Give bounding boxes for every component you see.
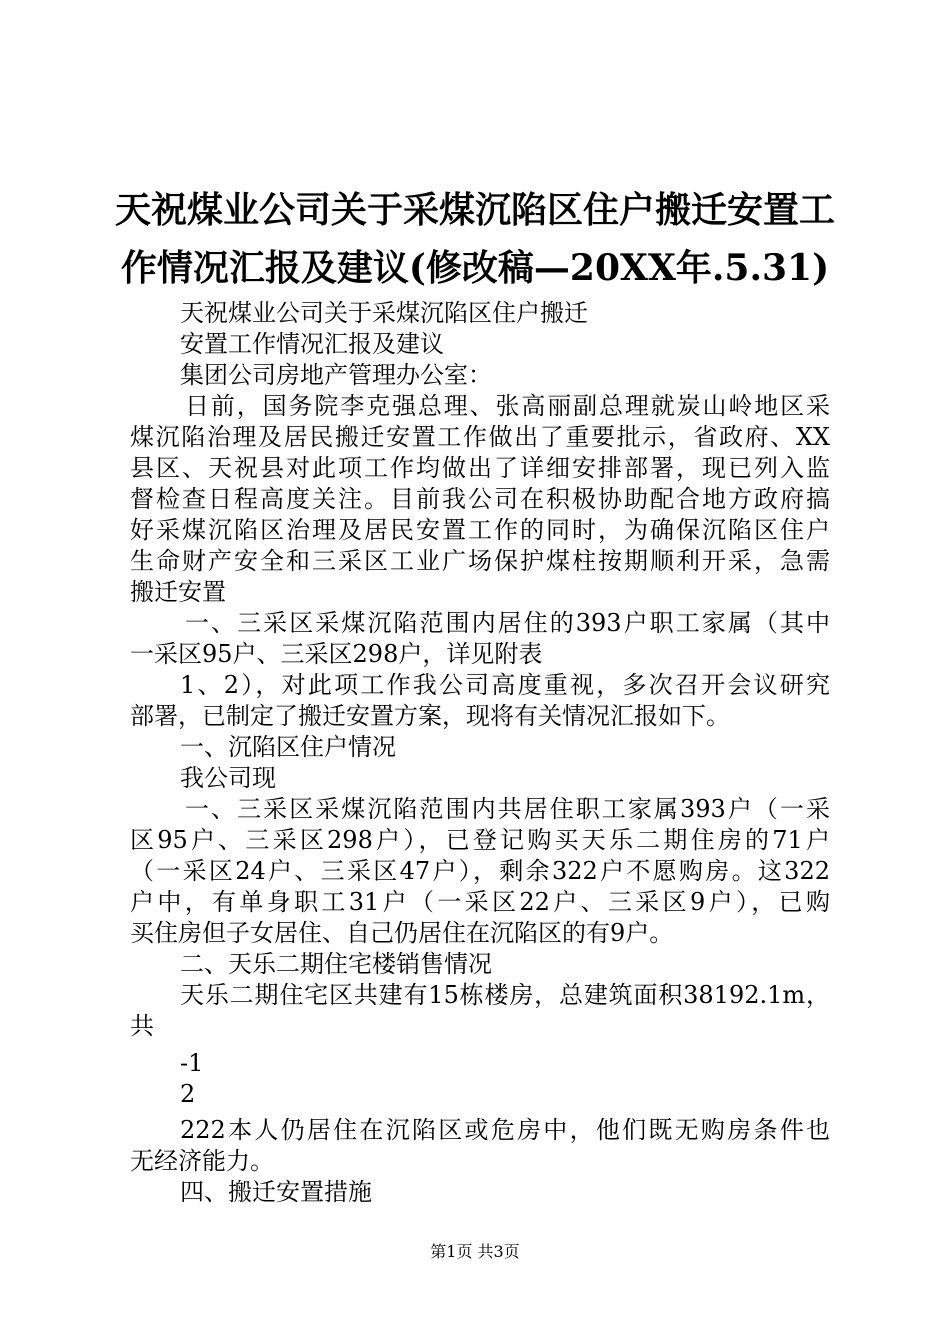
paragraph-line: 一、三采区采煤沉陷范围内共居住职工家属393户（一采 [185, 795, 830, 823]
paragraph-line: （一采区24户、三采区47户），剩余322户不愿购房。这322 [130, 857, 830, 885]
paragraph-line: 共 [130, 1012, 154, 1040]
paragraph-line: 生命财产安全和三采区工业广场保护煤柱按期顺利开采，急需 [130, 547, 830, 575]
paragraph-line: 222本人仍居住在沉陷区或危房中，他们既无购房条件也 [180, 1116, 830, 1144]
paragraph-line: 1、2），对此项工作我公司高度重视，多次召开会议研究 [180, 671, 830, 699]
paragraph-line: 一采区95户、三采区298户，详见附表 [130, 640, 543, 668]
paragraph-line: 区95户、三采区298户），已登记购买天乐二期住房的71户 [130, 826, 830, 854]
paragraph-line: 买住房但子女居住、自己仍居住在沉陷区的有9户。 [130, 919, 674, 947]
page-fragment-text: -1 [180, 1049, 204, 1077]
paragraph-line: 我公司现 [180, 764, 276, 792]
page-fragment-text: 2 [180, 1080, 196, 1108]
document-title-line-2: 作情况汇报及建议(修改稿—20XX年.5.31) [120, 247, 830, 289]
section-heading: 一、沉陷区住户情况 [180, 733, 396, 761]
paragraph-line: 县区、天祝县对此项工作均做出了详细安排部署，现已列入监 [130, 454, 830, 482]
document-title-line-1: 天祝煤业公司关于采煤沉陷区住户搬迁安置工 [114, 189, 835, 231]
salutation: 集团公司房地产管理办公室： [180, 361, 492, 389]
paragraph-line: 日前，国务院李克强总理、张高丽副总理就炭山岭地区采 [185, 392, 830, 420]
paragraph-line: 一、三采区采煤沉陷范围内居住的393户职工家属（其中 [185, 609, 830, 637]
paragraph-line: 好采煤沉陷区治理及居民安置工作的同时，为确保沉陷区住户 [130, 516, 830, 544]
page-footer: 第1页 共3页 [430, 1242, 520, 1261]
section-heading: 四、搬迁安置措施 [180, 1178, 372, 1206]
paragraph-line: 天乐二期住宅区共建有15栋楼房，总建筑面积38192.1m， [180, 981, 830, 1009]
subtitle-line-1: 天祝煤业公司关于采煤沉陷区住户搬迁 [180, 299, 588, 327]
paragraph-line: 无经济能力。 [130, 1147, 274, 1175]
paragraph-line: 部署，已制定了搬迁安置方案，现将有关情况汇报如下。 [130, 702, 730, 730]
paragraph-line: 搬迁安置 [130, 578, 226, 606]
paragraph-line: 户中，有单身职工31户（一采区22户、三采区9户），已购 [130, 888, 830, 916]
paragraph-line: 煤沉陷治理及居民搬迁安置工作做出了重要批示，省政府、XX [130, 423, 830, 451]
section-heading: 二、天乐二期住宅楼销售情况 [180, 950, 492, 978]
paragraph-line: 督检查日程高度关注。目前我公司在积极协助配合地方政府搞 [130, 485, 830, 513]
subtitle-line-2: 安置工作情况汇报及建议 [180, 330, 444, 358]
